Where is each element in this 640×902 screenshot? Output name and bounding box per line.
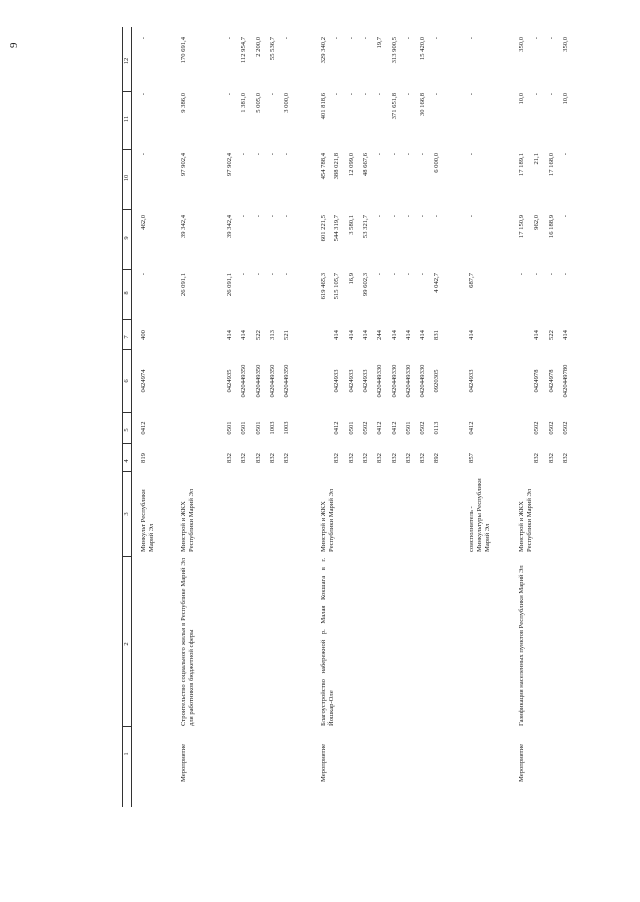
table-cell: - bbox=[433, 215, 440, 218]
table-cell: - bbox=[283, 153, 290, 156]
table-cell: 414 bbox=[533, 330, 540, 340]
table-cell: - bbox=[269, 153, 276, 156]
column-header: 10 bbox=[123, 174, 130, 182]
table-cell: 0420449330 bbox=[419, 364, 426, 398]
table-cell: 313 900,5 bbox=[391, 37, 398, 64]
table-cell: Строительство социального жилья в Республике Марий Эл для работников бюджетной сферы bbox=[180, 558, 195, 726]
table-cell: 831 bbox=[433, 330, 440, 340]
table-cell: 414 bbox=[562, 330, 569, 340]
table-cell: 462,0 bbox=[140, 215, 147, 230]
table-cell: - bbox=[391, 273, 398, 276]
table-rule bbox=[122, 726, 131, 727]
table-cell: 26 091,1 bbox=[180, 273, 187, 297]
table-cell: - bbox=[391, 215, 398, 218]
table-cell: 832 bbox=[348, 453, 355, 463]
table-cell: 687,7 bbox=[468, 273, 475, 288]
table-cell: 0424978 bbox=[548, 369, 555, 393]
column-header: 2 bbox=[123, 642, 130, 646]
table-rule bbox=[122, 319, 131, 320]
table-cell: 414 bbox=[405, 330, 412, 340]
table-cell: 17 189,1 bbox=[518, 153, 525, 177]
table-cell: 857 bbox=[468, 453, 475, 463]
table-cell: 414 bbox=[391, 330, 398, 340]
table-rule bbox=[122, 91, 131, 92]
table-cell: 819 bbox=[140, 453, 147, 463]
table-cell: 522 bbox=[548, 330, 555, 340]
table-cell: 170 691,4 bbox=[180, 37, 187, 64]
table-cell: - bbox=[419, 153, 426, 156]
table-cell: 10,0 bbox=[518, 93, 525, 105]
table-cell: - bbox=[226, 37, 233, 40]
table-cell: 0501 bbox=[348, 421, 355, 435]
table-cell: - bbox=[283, 215, 290, 218]
table-cell: - bbox=[405, 37, 412, 40]
table-cell: 515 105,7 bbox=[333, 273, 340, 300]
table-rule bbox=[122, 27, 123, 807]
table-cell: - bbox=[405, 273, 412, 276]
table-cell: 832 bbox=[419, 453, 426, 463]
column-header: 9 bbox=[123, 236, 130, 240]
table-cell: 832 bbox=[533, 453, 540, 463]
column-header: 11 bbox=[123, 115, 130, 123]
table-cell: 619 465,3 bbox=[320, 273, 327, 300]
table-cell: 0424933 bbox=[348, 369, 355, 393]
table-cell: - bbox=[362, 37, 369, 40]
table-cell: 0424933 bbox=[468, 369, 475, 393]
table-rule bbox=[122, 209, 131, 210]
table-cell: - bbox=[283, 273, 290, 276]
table-cell: 892 bbox=[433, 453, 440, 463]
table-cell: - bbox=[140, 37, 147, 40]
table-cell: 0502 bbox=[362, 421, 369, 435]
table-cell: - bbox=[533, 273, 540, 276]
table-cell: 371 651,8 bbox=[391, 93, 398, 120]
table-cell: 3 000,0 bbox=[283, 93, 290, 113]
column-header: 5 bbox=[123, 428, 130, 432]
table-cell: 414 bbox=[362, 330, 369, 340]
table-cell: 9 386,0 bbox=[180, 93, 187, 113]
table-cell: 0412 bbox=[468, 421, 475, 435]
table-rule bbox=[122, 556, 131, 557]
table-cell: 112 954,7 bbox=[240, 37, 247, 64]
table-cell: - bbox=[240, 273, 247, 276]
table-cell: 832 bbox=[548, 453, 555, 463]
table-cell: Мероприятие bbox=[320, 743, 327, 782]
column-header: 12 bbox=[123, 57, 130, 65]
table-cell: 39 342,4 bbox=[226, 215, 233, 239]
table-cell: - bbox=[518, 273, 525, 276]
table-cell: - bbox=[433, 93, 440, 96]
table-cell: 48 667,6 bbox=[362, 153, 369, 177]
table-cell: 832 bbox=[269, 453, 276, 463]
table-cell: 0412 bbox=[391, 421, 398, 435]
table-rule bbox=[122, 471, 131, 472]
table-cell: 99 602,3 bbox=[362, 273, 369, 297]
table-cell: 329 340,2 bbox=[320, 37, 327, 64]
column-header: 3 bbox=[123, 512, 130, 516]
table-cell: - bbox=[140, 93, 147, 96]
table-cell: - bbox=[255, 215, 262, 218]
table-cell: 21,1 bbox=[533, 153, 540, 165]
column-header: 4 bbox=[123, 459, 130, 463]
table-cell: 17 150,9 bbox=[518, 215, 525, 239]
table-rule bbox=[122, 349, 131, 350]
table-cell: 401 818,6 bbox=[320, 93, 327, 120]
table-cell: 17 168,0 bbox=[548, 153, 555, 177]
table-cell: Минстрой и ЖКХ Республики Марий Эл bbox=[518, 488, 533, 552]
table-cell: 0420449350 bbox=[240, 364, 247, 398]
table-cell: 832 bbox=[283, 453, 290, 463]
table-rule bbox=[122, 149, 131, 150]
table-cell: Мероприятие bbox=[518, 743, 525, 782]
column-header: 8 bbox=[123, 291, 130, 295]
table-cell: 26 091,1 bbox=[226, 273, 233, 297]
table-cell: 39 342,4 bbox=[180, 215, 187, 239]
table-cell: 0424935 bbox=[226, 369, 233, 393]
table-cell: 0502 bbox=[548, 421, 555, 435]
table-cell: - bbox=[562, 153, 569, 156]
table-rule bbox=[131, 27, 132, 807]
table-rule bbox=[122, 443, 131, 444]
table-cell: 0412 bbox=[376, 421, 383, 435]
table-cell: 414 bbox=[468, 330, 475, 340]
table-cell: - bbox=[468, 37, 475, 40]
table-cell: - bbox=[269, 215, 276, 218]
table-cell: Минстрой и ЖКХ Республики Марий Эл bbox=[180, 488, 195, 552]
table-cell: - bbox=[468, 153, 475, 156]
table-cell: 0920305 bbox=[433, 369, 440, 393]
table-cell: 0420449350 bbox=[283, 364, 290, 398]
table-cell: 4 042,7 bbox=[433, 273, 440, 293]
table-cell: 6 000,0 bbox=[433, 153, 440, 173]
column-header: 1 bbox=[123, 752, 130, 756]
table-cell: 962,0 bbox=[533, 215, 540, 230]
table-cell: 0501 bbox=[255, 421, 262, 435]
table-cell: 0501 bbox=[226, 421, 233, 435]
table-cell: - bbox=[433, 37, 440, 40]
table-cell: Минстрой и ЖКХ Республики Марий Эл bbox=[320, 488, 335, 552]
table-cell: 0113 bbox=[433, 421, 440, 435]
table-cell: 544 319,7 bbox=[333, 215, 340, 242]
table-cell: - bbox=[562, 215, 569, 218]
table-cell: - bbox=[548, 37, 555, 40]
table-cell: - bbox=[548, 273, 555, 276]
table-cell: - bbox=[548, 93, 555, 96]
table-cell: 0420449350 bbox=[269, 364, 276, 398]
table-cell: - bbox=[376, 153, 383, 156]
table-cell: - bbox=[419, 215, 426, 218]
table-cell: 97 902,4 bbox=[180, 153, 187, 177]
table-cell: Минкульт Республики Марий Эл bbox=[140, 489, 155, 552]
column-header: 6 bbox=[123, 379, 130, 383]
table-cell: - bbox=[562, 273, 569, 276]
table-cell: 0420449350 bbox=[255, 364, 262, 398]
table-cell: 0420449780 bbox=[562, 364, 569, 398]
table-cell: 388 021,8 bbox=[333, 153, 340, 180]
table-cell: 1003 bbox=[269, 421, 276, 435]
table-cell: - bbox=[140, 153, 147, 156]
table-cell: 832 bbox=[405, 453, 412, 463]
table-cell: 55 536,7 bbox=[269, 37, 276, 61]
table-cell: - bbox=[333, 37, 340, 40]
table-cell: 0412 bbox=[333, 421, 340, 435]
table-cell: 0420449330 bbox=[405, 364, 412, 398]
table-cell: 0424974 bbox=[140, 369, 147, 393]
table-cell: - bbox=[140, 273, 147, 276]
table-cell: 0420449330 bbox=[391, 364, 398, 398]
table-cell: 5 005,0 bbox=[255, 93, 262, 113]
table-cell: 15 420,0 bbox=[419, 37, 426, 61]
table-cell: - bbox=[376, 215, 383, 218]
table-cell: 350,0 bbox=[562, 37, 569, 52]
table-cell: 0424933 bbox=[333, 369, 340, 393]
table-cell: 0424978 bbox=[533, 369, 540, 393]
table-cell: - bbox=[405, 215, 412, 218]
table-cell: - bbox=[376, 273, 383, 276]
column-header: 7 bbox=[123, 335, 130, 339]
table-cell: 522 bbox=[255, 330, 262, 340]
table-cell: 0501 bbox=[405, 421, 412, 435]
table-cell: 0424933 bbox=[362, 369, 369, 393]
table-cell: 350,0 bbox=[518, 37, 525, 52]
table-cell: 414 bbox=[333, 330, 340, 340]
table-cell: 16,9 bbox=[348, 273, 355, 285]
table-cell: - bbox=[468, 93, 475, 96]
table-cell: 313 bbox=[269, 330, 276, 340]
table-cell: - bbox=[419, 273, 426, 276]
table-cell: Благоустройство набережной р. Малая Кокшага в г. Йошкар-Оле bbox=[320, 558, 335, 726]
table-cell: Мероприятие bbox=[180, 743, 187, 782]
table-cell: 97 902,4 bbox=[226, 153, 233, 177]
table-cell: - bbox=[391, 153, 398, 156]
table-cell: - bbox=[405, 153, 412, 156]
table-cell: - bbox=[468, 215, 475, 218]
table-cell: 0502 bbox=[419, 421, 426, 435]
table-cell: 0501 bbox=[240, 421, 247, 435]
table-cell: 832 bbox=[226, 453, 233, 463]
table-cell: - bbox=[348, 93, 355, 96]
table-cell: - bbox=[255, 153, 262, 156]
table-cell: 521 bbox=[283, 330, 290, 340]
table-cell: - bbox=[240, 153, 247, 156]
table-cell: 832 bbox=[562, 453, 569, 463]
table-cell: 400 bbox=[140, 330, 147, 340]
table-cell: - bbox=[362, 93, 369, 96]
table-cell: 10,0 bbox=[562, 93, 569, 105]
table-cell: 244 bbox=[376, 330, 383, 340]
table-cell: 53 321,7 bbox=[362, 215, 369, 239]
table-cell: 832 bbox=[240, 453, 247, 463]
table-cell: 601 221,5 bbox=[320, 215, 327, 242]
table-cell: Газификация населенных пунктов Республики Марий Эл bbox=[518, 565, 525, 726]
table-cell: 1003 bbox=[283, 421, 290, 435]
table-cell: 454 788,4 bbox=[320, 153, 327, 180]
table-cell: 0412 bbox=[140, 421, 147, 435]
table-cell: 414 bbox=[240, 330, 247, 340]
table-cell: 3 580,1 bbox=[348, 215, 355, 235]
table-cell: - bbox=[405, 93, 412, 96]
table-cell: 832 bbox=[255, 453, 262, 463]
table-cell: - bbox=[533, 93, 540, 96]
table-cell: 832 bbox=[376, 453, 383, 463]
table-cell: - bbox=[283, 37, 290, 40]
table-cell: 0502 bbox=[562, 421, 569, 435]
page-number: 9 bbox=[8, 42, 20, 48]
table-cell: - bbox=[348, 37, 355, 40]
table-cell: 832 bbox=[333, 453, 340, 463]
table-rule bbox=[122, 412, 131, 413]
table-cell: 0420449330 bbox=[376, 364, 383, 398]
table-cell: 0502 bbox=[533, 421, 540, 435]
table-cell: 414 bbox=[348, 330, 355, 340]
table-cell: соисполнитель - Минкультуры Республики Марий Эл bbox=[468, 478, 491, 552]
table-cell: - bbox=[533, 37, 540, 40]
table-cell: 1 381,0 bbox=[240, 93, 247, 113]
table-cell: - bbox=[255, 273, 262, 276]
table-rule bbox=[122, 269, 131, 270]
table-cell: - bbox=[240, 215, 247, 218]
table-cell: - bbox=[333, 93, 340, 96]
table-cell: - bbox=[269, 273, 276, 276]
table-cell: 414 bbox=[419, 330, 426, 340]
table-cell: - bbox=[269, 93, 276, 96]
table-cell: 832 bbox=[391, 453, 398, 463]
table-cell: - bbox=[226, 93, 233, 96]
table-cell: 30 166,8 bbox=[419, 93, 426, 117]
table-cell: 414 bbox=[226, 330, 233, 340]
table-cell: 19,7 bbox=[376, 37, 383, 49]
table-cell: 832 bbox=[362, 453, 369, 463]
table-cell: 16 188,9 bbox=[548, 215, 555, 239]
table-cell: 12 099,0 bbox=[348, 153, 355, 177]
table-cell: 2 200,0 bbox=[255, 37, 262, 57]
table-cell: - bbox=[376, 93, 383, 96]
